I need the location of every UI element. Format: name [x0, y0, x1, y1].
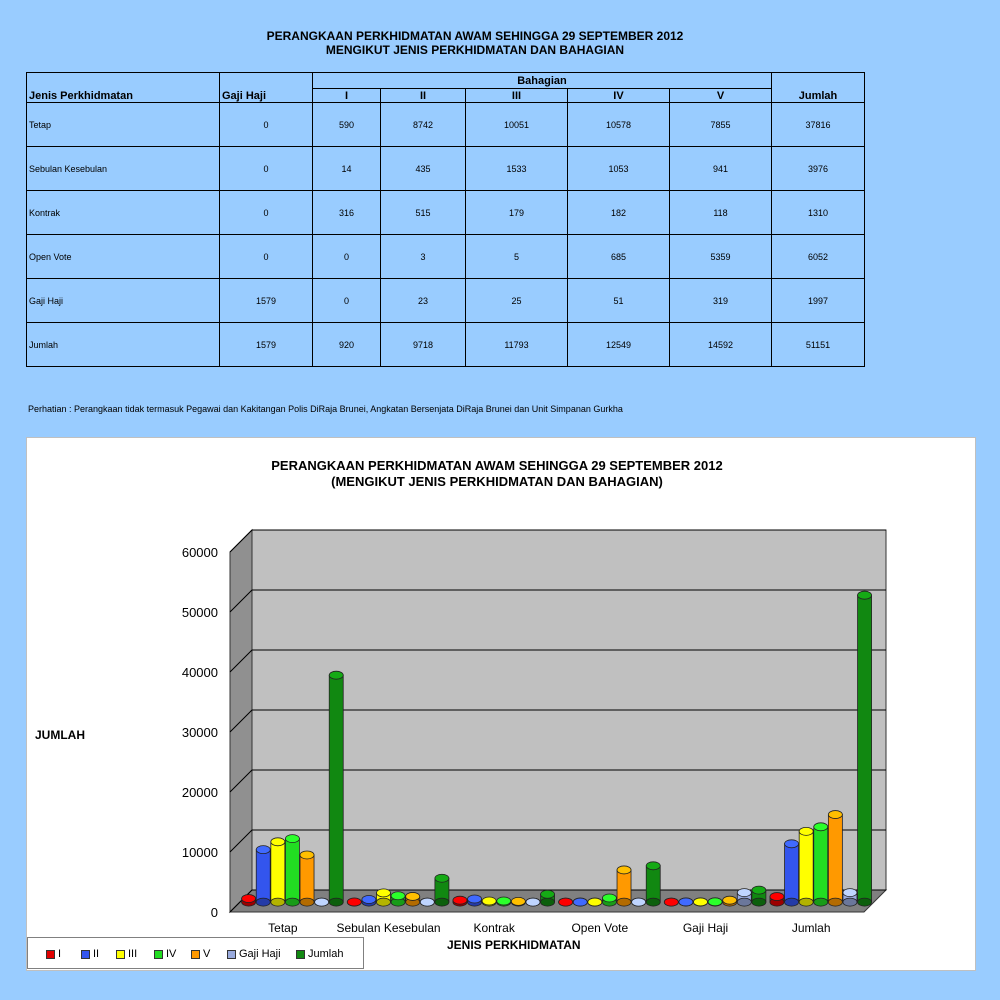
table-cell: 7855	[669, 103, 771, 147]
bar-top	[785, 840, 799, 848]
x-tick-label: Jumlah	[791, 921, 831, 935]
table-cell: 118	[669, 191, 771, 235]
col-header-bahagian-v: V	[669, 89, 771, 103]
bar-top	[737, 889, 751, 897]
legend-swatch	[81, 950, 90, 959]
bar-top	[752, 886, 766, 894]
bar-base	[617, 898, 631, 906]
y-axis-label: JUMLAH	[35, 728, 85, 742]
x-tick-label: Sebulan Kesebulan	[336, 921, 441, 935]
row-label: Tetap	[27, 103, 220, 147]
bar-base	[285, 898, 299, 906]
table-row	[27, 279, 865, 323]
bar	[285, 839, 299, 902]
bar-top	[799, 827, 813, 835]
bar-top	[391, 892, 405, 900]
x-tick-label: Gaji Haji	[682, 921, 729, 935]
chart-subtitle: (MENGIKUT JENIS PERKHIDMATAN DAN BAHAGIAN)	[331, 474, 663, 489]
bar-base	[737, 898, 751, 906]
bar	[858, 595, 872, 902]
y-tick-label: 40000	[181, 665, 218, 680]
bar-top	[573, 898, 587, 906]
y-tick-label: 30000	[181, 725, 218, 740]
bar-base	[646, 898, 660, 906]
legend-swatch	[116, 950, 125, 959]
legend-item	[296, 948, 343, 960]
table-cell: 5359	[669, 235, 771, 279]
row-label: Kontrak	[27, 191, 220, 235]
table-cell: 1533	[466, 147, 568, 191]
bar-base	[271, 898, 285, 906]
table-cell: 37816	[772, 103, 865, 147]
legend-label: II	[93, 948, 100, 960]
col-header-bahagian-iv: IV	[568, 89, 670, 103]
bar-top	[770, 893, 784, 901]
legend-label: IV	[166, 948, 177, 960]
table-cell: 1997	[772, 279, 865, 323]
legend-label: III	[128, 948, 138, 960]
legend-item	[116, 948, 137, 960]
bar-top	[362, 895, 376, 903]
footnote: Perhatian : Perangkaan tidak termasuk Pegawai dan Kakitangan Polis DiRaja Brunei, Angkatan Bersenjata DiRaja Brunei dan Unit Simpanan Gurkha	[28, 404, 623, 414]
table-row	[27, 147, 865, 191]
table-cell: 23	[381, 279, 466, 323]
table-cell: 14	[313, 147, 381, 191]
bar	[799, 831, 813, 902]
legend-swatch	[227, 950, 236, 959]
table-cell: 0	[313, 235, 381, 279]
bar-top	[315, 898, 329, 906]
page-subtitle: MENGIKUT JENIS PERKHIDMATAN DAN BAHAGIAN	[325, 43, 625, 57]
legend-item	[81, 948, 99, 960]
bar-base	[435, 898, 449, 906]
bar-top	[632, 898, 646, 906]
table-cell: 8742	[381, 103, 466, 147]
bar-top	[406, 892, 420, 900]
bar-base	[300, 898, 314, 906]
bar-top	[723, 896, 737, 904]
table-cell: 51	[568, 279, 670, 323]
bar-top	[664, 898, 678, 906]
bar-top	[843, 889, 857, 897]
bar-top	[588, 898, 602, 906]
bar	[785, 844, 799, 902]
table-cell: 12549	[568, 323, 670, 367]
bar	[329, 675, 343, 902]
row-label: Gaji Haji	[27, 279, 220, 323]
bar-top	[602, 894, 616, 902]
table-cell: 0	[220, 147, 313, 191]
bar-top	[285, 835, 299, 843]
bar	[300, 855, 314, 902]
col-header-bahagian-ii: II	[381, 89, 466, 103]
bar-base	[799, 898, 813, 906]
bar-top	[694, 898, 708, 906]
legend-label: Gaji Haji	[239, 948, 281, 960]
table-cell: 920	[313, 323, 381, 367]
table-cell: 3	[381, 235, 466, 279]
table-cell: 3976	[772, 147, 865, 191]
legend-swatch	[154, 950, 163, 959]
bar-base	[541, 898, 555, 906]
chart-title: PERANGKAAN PERKHIDMATAN AWAM SEHINGGA 29 SEPTEMBER 2012	[271, 458, 723, 473]
bar-top	[482, 897, 496, 905]
table-row	[27, 323, 865, 367]
y-tick-label: 10000	[181, 845, 218, 860]
page-title: PERANGKAAN PERKHIDMATAN AWAM SEHINGGA 29 SEPTEMBER 2012	[266, 29, 684, 43]
bar-top	[377, 889, 391, 897]
bar-top	[271, 838, 285, 846]
bar-top	[497, 897, 511, 905]
y-tick-label: 20000	[181, 785, 218, 800]
statistics-table	[26, 72, 865, 367]
bar-top	[511, 897, 525, 905]
legend-label: I	[58, 948, 62, 960]
bar-base	[843, 898, 857, 906]
bar-top	[453, 896, 467, 904]
legend-item	[191, 948, 210, 960]
bar-top	[559, 898, 573, 906]
col-header-jumlah: Jumlah	[772, 73, 865, 103]
legend-item	[227, 948, 281, 960]
bar-top	[708, 898, 722, 906]
table-cell: 435	[381, 147, 466, 191]
bar-top	[617, 866, 631, 874]
legend-item	[154, 948, 176, 960]
table-cell: 1310	[772, 191, 865, 235]
bar-top	[242, 895, 256, 903]
bar-base	[256, 898, 270, 906]
col-header-bahagian-iii: III	[466, 89, 568, 103]
table-cell: 179	[466, 191, 568, 235]
table-row	[27, 103, 865, 147]
legend-swatch	[191, 950, 200, 959]
chart-panel	[26, 437, 976, 971]
table-cell: 685	[568, 235, 670, 279]
bar-base	[329, 898, 343, 906]
table-cell: 0	[220, 191, 313, 235]
y-tick-label: 0	[210, 905, 218, 920]
bar-top	[347, 898, 361, 906]
legend-label: Jumlah	[308, 948, 344, 960]
bar	[617, 870, 631, 902]
bar-top	[420, 898, 434, 906]
table-cell: 319	[669, 279, 771, 323]
x-axis-label: JENIS PERKHIDMATAN	[447, 938, 581, 952]
bar-top	[468, 895, 482, 903]
table-cell: 515	[381, 191, 466, 235]
table-row	[27, 191, 865, 235]
bar	[828, 815, 842, 903]
bar-top	[828, 811, 842, 819]
bar	[814, 827, 828, 902]
bar	[256, 850, 270, 902]
bar-base	[814, 898, 828, 906]
legend-label: V	[203, 948, 211, 960]
table-cell: 0	[220, 235, 313, 279]
legend-item	[46, 948, 61, 960]
x-tick-label: Open Vote	[571, 921, 629, 935]
bar-top	[814, 823, 828, 831]
x-tick-label: Kontrak	[473, 921, 515, 935]
bar-top	[526, 898, 540, 906]
bar-top	[300, 851, 314, 859]
y-tick-label: 50000	[181, 605, 218, 620]
row-label: Open Vote	[27, 235, 220, 279]
bar-base	[752, 898, 766, 906]
table-cell: 25	[466, 279, 568, 323]
table-cell: 51151	[772, 323, 865, 367]
bar	[271, 842, 285, 902]
bar-base	[377, 898, 391, 906]
legend-swatch	[296, 950, 305, 959]
table-cell: 14592	[669, 323, 771, 367]
table-row	[27, 235, 865, 279]
table-cell: 1579	[220, 323, 313, 367]
table-cell: 1053	[568, 147, 670, 191]
bar-top	[256, 846, 270, 854]
bar-base	[785, 898, 799, 906]
bar-top	[646, 862, 660, 870]
table-cell: 941	[669, 147, 771, 191]
bar-base	[858, 898, 872, 906]
bar-top	[679, 898, 693, 906]
col-header-bahagian-i: I	[313, 89, 381, 103]
table-cell: 10051	[466, 103, 568, 147]
chart-legend	[27, 937, 364, 969]
table-cell: 316	[313, 191, 381, 235]
table-cell: 10578	[568, 103, 670, 147]
table-cell: 1579	[220, 279, 313, 323]
x-tick-label: Tetap	[268, 921, 298, 935]
row-label: Jumlah	[27, 323, 220, 367]
table-cell: 5	[466, 235, 568, 279]
table-cell: 9718	[381, 323, 466, 367]
row-label: Sebulan Kesebulan	[27, 147, 220, 191]
bar-top	[329, 671, 343, 679]
col-header-jenis: Jenis Perkhidmatan	[27, 73, 220, 103]
table-cell: 11793	[466, 323, 568, 367]
y-tick-label: 60000	[181, 545, 218, 560]
table-cell: 590	[313, 103, 381, 147]
bar-top	[435, 874, 449, 882]
table-cell: 182	[568, 191, 670, 235]
bar-base	[828, 898, 842, 906]
table-cell: 6052	[772, 235, 865, 279]
col-header-gaji-haji: Gaji Haji	[220, 73, 313, 103]
bar	[646, 866, 660, 902]
table-cell: 0	[313, 279, 381, 323]
bar-chart	[27, 438, 975, 970]
legend-swatch	[46, 950, 55, 959]
table-cell: 0	[220, 103, 313, 147]
bar-top	[858, 591, 872, 599]
bar-top	[541, 890, 555, 898]
col-header-bahagian: Bahagian	[313, 73, 772, 89]
